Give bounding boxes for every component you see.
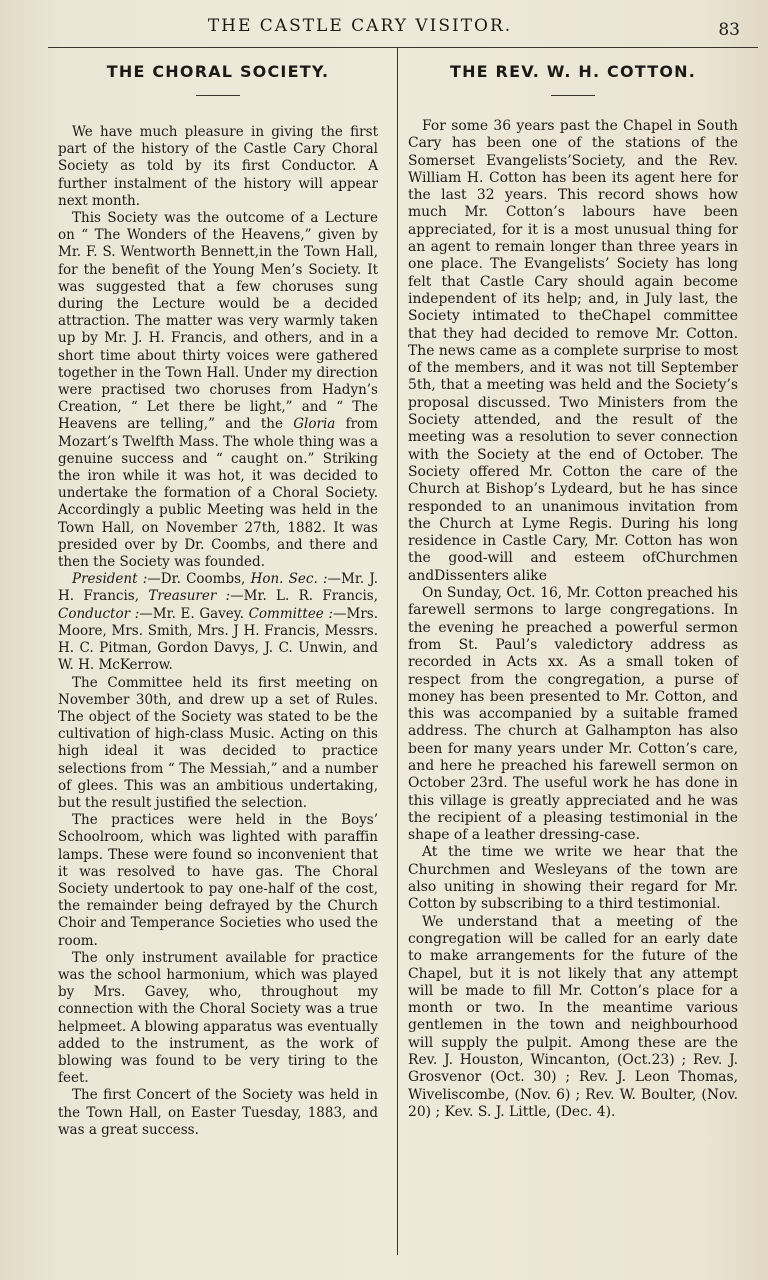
- header-rule: [48, 47, 758, 48]
- officer-name: —Dr. Coombs,: [147, 571, 246, 588]
- text-run: from Mozart’s Twelfth Mass. The whole thing was a genuine success and “ caught on.” Striking the iron while it was hot, it was decided to undertake the formation of a Choral Society. Accordingly a public Meeting was held in the Town Hall, on November 27th, 1882. It was presided over by Dr. Coombs, and there and then the Society was founded.: [58, 416, 378, 571]
- paragraph: At the time we write we hear that the Churchmen and Wesleyans of the town are also uniting in showing their regard for Mr. Cotton by subscribing to a third testimonial.: [408, 844, 738, 913]
- rev-cotton-article: [408, 62, 738, 1121]
- running-head: THE CASTLE CARY VISITOR.: [207, 16, 513, 36]
- title-rule: [196, 95, 240, 96]
- text-run: This Society was the outcome of a Lecture on “ The Wonders of the Heavens,” given by Mr. F. S. Wentworth Bennett,in the Town Hall, for the benefit of the Young Men’s Society. It was suggested that a few choruses sung during the Lecture would be a decided attraction. The matter was very warmly taken up by Mr. J. H. Francis, and others, and in a short time about thirty voices were gathered together in the Town Hall. Under my direction were practised two choruses from Hadyn’s Creation, “ Let there be light,” and “ The Heavens are telling,” and the: [58, 210, 378, 433]
- paragraph: On Sunday, Oct. 16, Mr. Cotton preached his farewell sermons to large congregations. In the evening he preached a powerful sermon from St. Paul’s valedictory address as recorded in Acts xx. As a small token of respect from the congregation, a purse of money has been presented to Mr. Cotton, and this was accompanied by a suitable framed address. The church at Galhampton has also been for many years under Mr. Cotton’s care, and here he preached his farewell sermon on October 23rd. The useful work he has done in this village is greatly appreciated and he was the recipient of a pleasing testimonial in the shape of a leather dressing-case.: [408, 585, 738, 844]
- column-divider: [397, 48, 398, 1255]
- paragraph: The first Concert of the Society was held in the Town Hall, on Easter Tuesday, 1883, and was a great success.: [58, 1087, 378, 1138]
- officers-paragraph: [58, 571, 378, 674]
- paragraph: The practices were held in the Boys’ Schoolroom, which was lighted with paraffin lamps. These were found so inconvenient that it was resolved to have gas. The Choral Society undertook to pay one-half of the cost, the remainder being defrayed by the Church Choir and Temperance Societies who used the room.: [58, 812, 378, 949]
- paragraph: We have much pleasure in giving the first part of the history of the Castle Cary Choral Society as told by its first Conductor. A further instalment of the history will appear next month.: [58, 124, 378, 209]
- paragraph: [58, 210, 378, 571]
- article-body: [408, 118, 738, 1121]
- italic-title: Gloria: [293, 416, 336, 433]
- officer-label: Hon. Sec. :: [250, 571, 328, 588]
- officer-name: —Mr. E. Gavey.: [139, 605, 244, 622]
- paragraph: For some 36 years past the Chapel in South Cary has been one of the stations of the Somerset Evangelists’Society, and the Rev. William H. Cotton has been its agent here for the last 32 years. This record shows how much Mr. Cotton’s labours have been appreciated, for it is a most unusual thing for an agent to remain longer than three years in one place. The Evangelists’ Society has long felt that Castle Cary should again become independent of its help; and, in July last, the Society intimated to theChapel committee that they had decided to remove Mr. Cotton. The news came as a complete surprise to most of the members, and it was not till September 5th, that a meeting was held and the Society’s proposal discussed. Two Ministers from the Society attended, and the result of the meeting was a resolution to sever connection with the Society at the end of October. The Society offered Mr. Cotton the care of the Church at Bishop’s Lydeard, but he has since responded to an unanimous invitation from the Church at Lyme Regis. During his long residence in Castle Cary, Mr. Cotton has won the good-will and esteem ofChurchmen andDissenters alike: [408, 118, 738, 584]
- officer-name: —Mrs. Moore, Mrs. Smith, Mrs. J H. Francis, Messrs. H. C. Pitman, Gordon Davys, J. C. Unwin, and W. H. McKerrow.: [58, 605, 379, 674]
- paragraph: The only instrument available for practice was the school harmonium, which was played by Mrs. Gavey, who, throughout my connection with the Choral Society was a true helpmeet. A blowing apparatus was eventually added to the instrument, as the work of blowing was found to be very tiring to the feet.: [58, 949, 378, 1087]
- page-number: 83: [718, 20, 740, 40]
- paragraph: We understand that a meeting of the congregation will be called for an early date to make arrangements for the future of the Chapel, but it is not likely that any attempt will be made to fill Mr. Cotton’s place for a month or two. In the meantime various gentlemen in the town and neighbourhood will supply the pulpit. Among these are the Rev. J. Houston, Wincanton, (Oct.23) ; Rev. J. Grosvenor (Oct. 30) ; Rev. J. Leon Thomas, Wiveliscombe, (Nov. 6) ; Rev. W. Boulter, (Nov. 20) ; Kev. S. J. Little, (Dec. 4).: [408, 913, 738, 1120]
- officer-label: Conductor :: [58, 605, 140, 622]
- officer-name: —Mr. L. R. Francis,: [230, 588, 378, 605]
- paragraph: The Committee held its first meeting on November 30th, and drew up a set of Rules. The object of the Society was stated to be the cultivation of high-class Music. Acting on this high ideal it was decided to practice selections from “ The Messiah,” and a number of glees. This was an ambitious undertaking, but the result justified the selection.: [58, 674, 378, 811]
- officer-label: Treasurer :: [148, 588, 231, 605]
- choral-society-article: [58, 62, 378, 1139]
- article-title: THE REV. W. H. COTTON.: [449, 62, 697, 81]
- officer-name: —Mr. J. H. Francis,: [58, 571, 379, 605]
- officer-label: President :: [72, 571, 148, 588]
- article-title: THE CHORAL SOCIETY.: [106, 62, 330, 81]
- officer-label: Committee :: [248, 605, 334, 622]
- title-rule: [551, 95, 595, 96]
- article-body: [58, 124, 378, 1139]
